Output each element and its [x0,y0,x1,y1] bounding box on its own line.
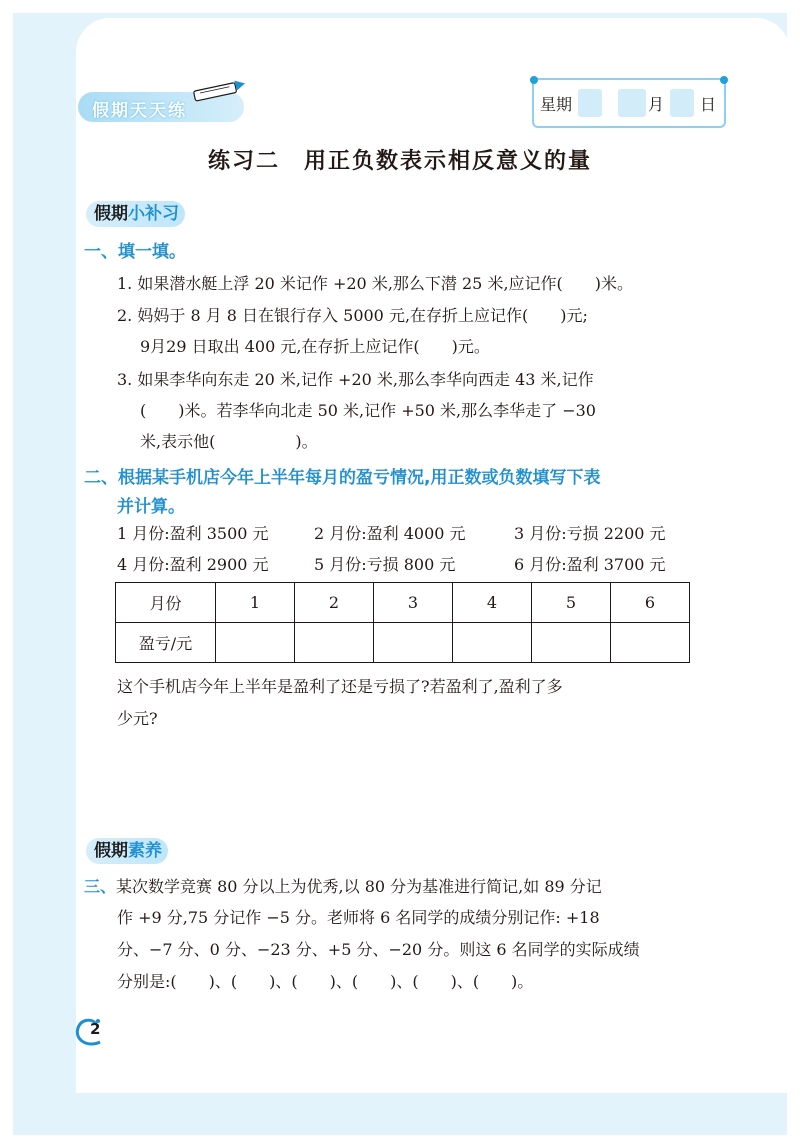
section-heading-table: 二、根据某手机店今年上半年每月的盈亏情况,用正数或负数填写下表 [84,468,601,488]
date-week-label: 星期 [540,95,573,114]
date-day-label: 日 [700,95,717,114]
section3-text: 三、某次数学竞赛 80 分以上为优秀,以 80 分为基准进行简记,如 89 分记 [84,877,602,896]
question-line: 分别是:( )、( )、( )、( )、( )、( )。 [117,972,534,991]
badge-text-a: 假期 [94,841,128,861]
month-info: 4 月份:盈利 2900 元 [117,555,269,574]
pencil-icon [190,80,248,102]
question-line: 米,表示他( )。 [140,432,318,451]
answer-cell[interactable] [216,623,295,663]
table-header-cell: 4 [453,583,532,623]
profit-table [115,582,690,663]
badge-text-a: 假期 [94,204,128,224]
date-month-label: 月 [648,95,665,114]
answer-cell[interactable] [374,623,453,663]
bottom-band [13,1093,787,1135]
month-info: 6 月份:盈利 3700 元 [514,555,666,574]
table-header-cell: 1 [216,583,295,623]
table-row [116,623,690,663]
section-badge-literacy [86,838,168,864]
table-row-label: 盈亏/元 [116,623,216,663]
question-line: 分、−7 分、0 分、−23 分、+5 分、−20 分。则这 6 名同学的实际成绩 [117,940,640,959]
question-line: 9月29 日取出 400 元,在存折上应记作( )元。 [140,337,490,356]
question-line: 1. 如果潜水艇上浮 20 米记作 +20 米,那么下潜 25 米,应记作( )米。 [117,274,634,293]
answer-cell[interactable] [611,623,690,663]
question-line [84,874,602,897]
date-day-field[interactable] [670,89,694,117]
page-number: 2 [90,1020,101,1038]
badge-text-b: 小补习 [128,204,179,224]
table-header-cell: 3 [374,583,453,623]
page-title: 练习二 用正负数表示相反意义的量 [207,149,592,174]
badge-text-b: 素养 [128,841,162,861]
date-week-field[interactable] [578,89,602,117]
section-heading-fill: 一、填一填。 [84,242,186,262]
month-info: 2 月份:盈利 4000 元 [314,524,466,543]
table-header-cell: 2 [295,583,374,623]
question-line: 这个手机店今年上半年是盈利了还是亏损了?若盈利了,盈利了多 [117,677,563,696]
question-line: 3. 如果李华向东走 20 米,记作 +20 米,那么李华向西走 43 米,记作 [117,370,594,389]
answer-cell[interactable] [453,623,532,663]
table-header-cell: 6 [611,583,690,623]
table-row [116,583,690,623]
section-heading-table-cont: 并计算。 [117,497,185,517]
question-line: 少元? [117,709,158,728]
table-header-cell: 月份 [116,583,216,623]
answer-cell[interactable] [295,623,374,663]
question-line: ( )米。若李华向北走 50 米,记作 +50 米,那么李华走了 −30 [140,401,596,420]
answer-cell[interactable] [532,623,611,663]
month-info: 5 月份:亏损 800 元 [314,555,456,574]
pin-dot-icon [720,76,728,84]
section-badge-review [86,201,185,227]
brand-title: 假期天天练 [92,101,187,121]
table-header-cell: 5 [532,583,611,623]
date-box [532,78,726,128]
month-info: 1 月份:盈利 3500 元 [117,524,269,543]
month-info: 3 月份:亏损 2200 元 [514,524,666,543]
date-month-field[interactable] [618,89,646,117]
pin-dot-icon [530,76,538,84]
question-line: 作 +9 分,75 分记作 −5 分。老师将 6 名同学的成绩分别记作: +18 [117,908,600,927]
question-line: 2. 妈妈于 8 月 8 日在银行存入 5000 元,在存折上应记作( )元; [117,306,588,325]
